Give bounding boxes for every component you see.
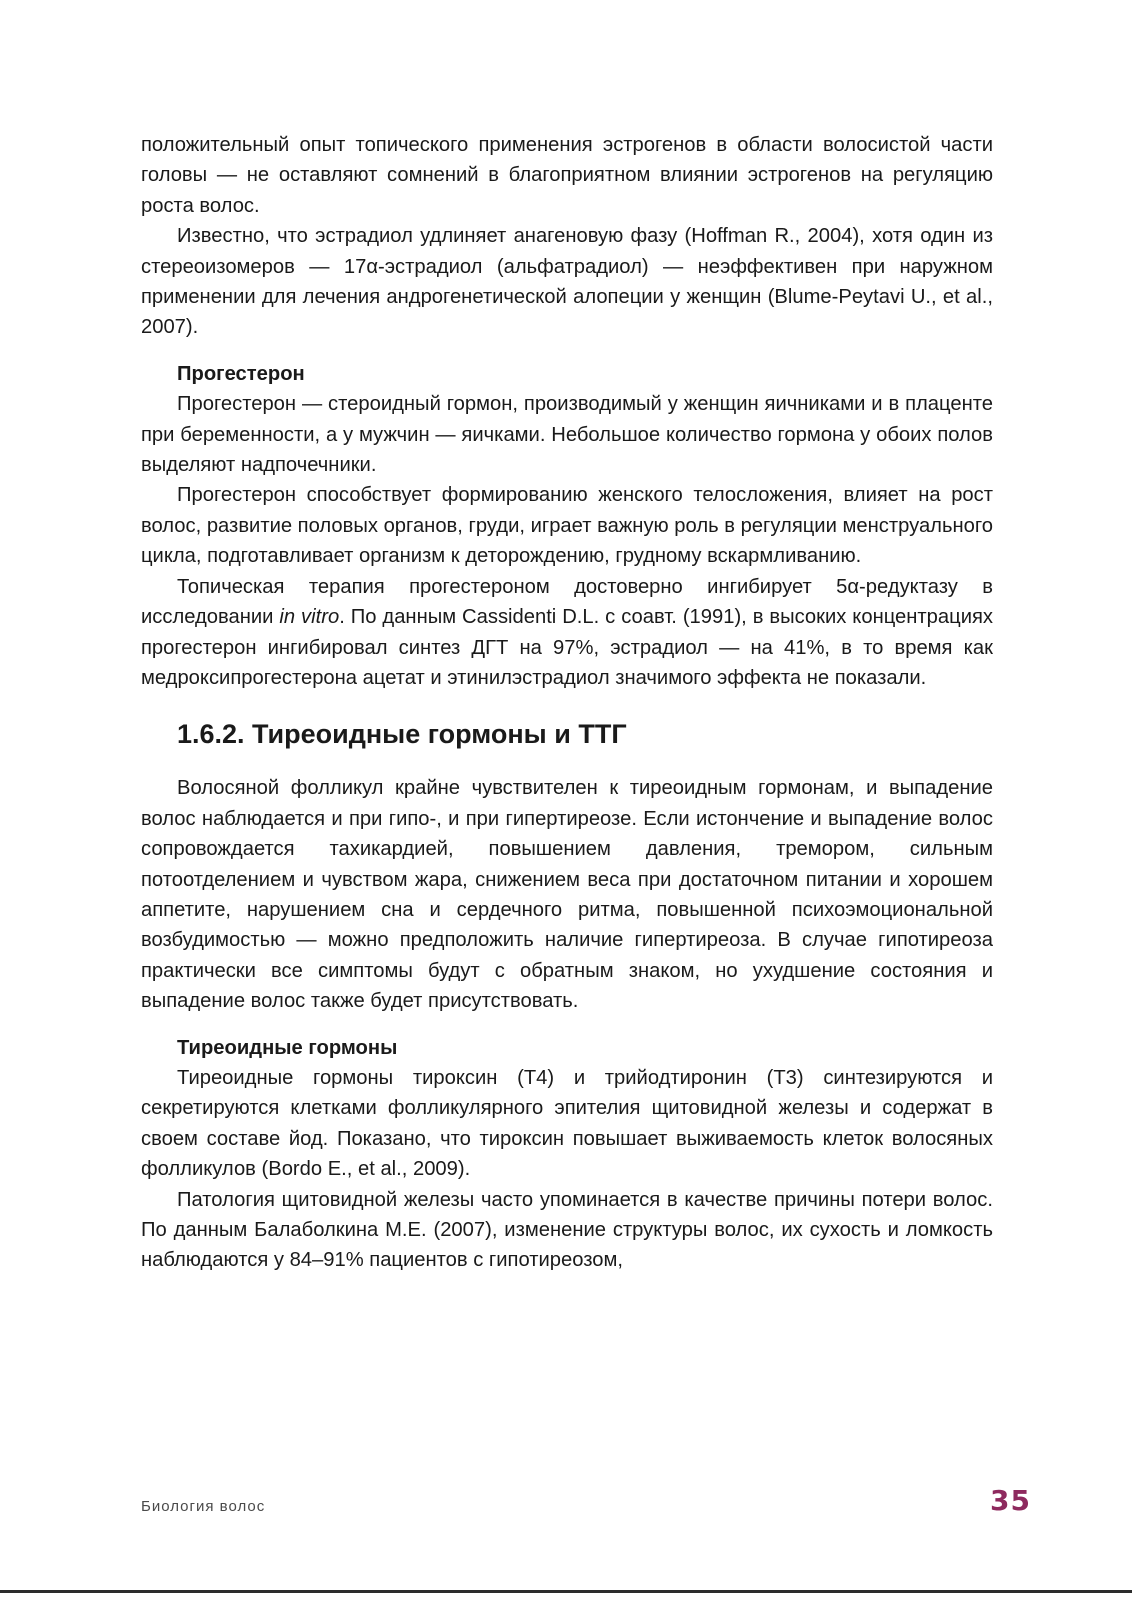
paragraph-thyroid-intro: Волосяной фолликул крайне чувствителен к тиреоидным гормонам, и выпадение волос наблюдается и при гипо-, и при гипертиреозе. Если истончение и выпадение волос сопровождается тахикардией, повышением давления, тремором, сильным потоотделением и чувством жара, снижением веса при достаточном питании и хорошем аппетите, нарушением сна и сердечного ритма, повышенной психоэмоциональной возбудимостью — можно предположить наличие гипертиреоза. В случае гипотиреоза практически все симптомы будут с обратным знаком, но ухудшение состояния и выпадение волос также будет присутствовать. [141,777,993,1013]
paragraph-estradiol: Известно, что эстрадиол удлиняет анагеновую фазу (Hoffman R., 2004), хотя один из стереоизомеров — 17α-эстрадиол (альфатрадиол) — неэффективен при наружном применении для лечения андрогенетической алопеции у женщин (Blume-Peytavi U., et al., 2007). [141,225,993,339]
footer-book-title: Биология волос [141,1498,266,1515]
paragraph-progesterone-1: Прогестерон — стероидный гормон, производимый у женщин яичниками и в плаценте при беременности, а у мужчин — яичками. Небольшое количество гормона у обоих полов выделяют надпочечники. [141,393,993,477]
italic-in-vitro: in vitro [279,606,340,629]
paragraph-thyroid-1: Тиреоидные гормоны тироксин (Т4) и трийодтиронин (Т3) синтезируются и секретируются клетками фолликулярного эпителия щитовидной железы и содержат в своем составе йод. Показано, что тироксин повышает выживаемость клеток волосяных фолликулов (Bordo E., et al., 2009). [141,1066,993,1181]
paragraph-estrogen-conclusion: положительный опыт топического применения эстрогенов в области волосистой части головы — не оставляют сомнений в благоприятном влиянии эстрогенов на регуляцию роста волос. [141,134,993,217]
paragraph-thyroid-2: Патология щитовидной железы часто упоминается в качестве причины потери волос. По данным Балаболкина М.Е. (2007), изменение структуры волос, их сухость и ломкость наблюдаются у 84–91% пациентов с гипотиреозом, [141,1188,993,1272]
paragraph-progesterone-3 [141,572,993,694]
page-content [141,130,993,1276]
bottom-divider [0,1590,1132,1593]
page-number: 35 [990,1484,1031,1517]
paragraph-progesterone-2: Прогестерон способствует формированию женского телосложения, влияет на рост волос, развитие половых органов, груди, играет важную роль в регуляции менструального цикла, подготавливает организм к деторождению, грудному вскармливанию. [141,484,993,568]
heading-progesterone: Прогестерон [177,362,305,385]
text-run: Топическая терапия прогестероном достоверно ингибирует 5α-редуктазу в исследовании [141,575,993,629]
section-title-thyroid: 1.6.2. Тиреоидные гормоны и ТТГ [177,719,627,750]
text-run: . По данным Cassidenti D.L. с соавт. (1991), в высоких концентрациях прогестерон ингибировал синтез ДГТ на 97%, эстрадиол — на 41%, в то время как медроксипрогестерона ацетат и этинилэстрадиол значимого эффекта не показали. [141,606,993,689]
heading-thyroid-hormones: Тиреоидные гормоны [177,1036,398,1059]
